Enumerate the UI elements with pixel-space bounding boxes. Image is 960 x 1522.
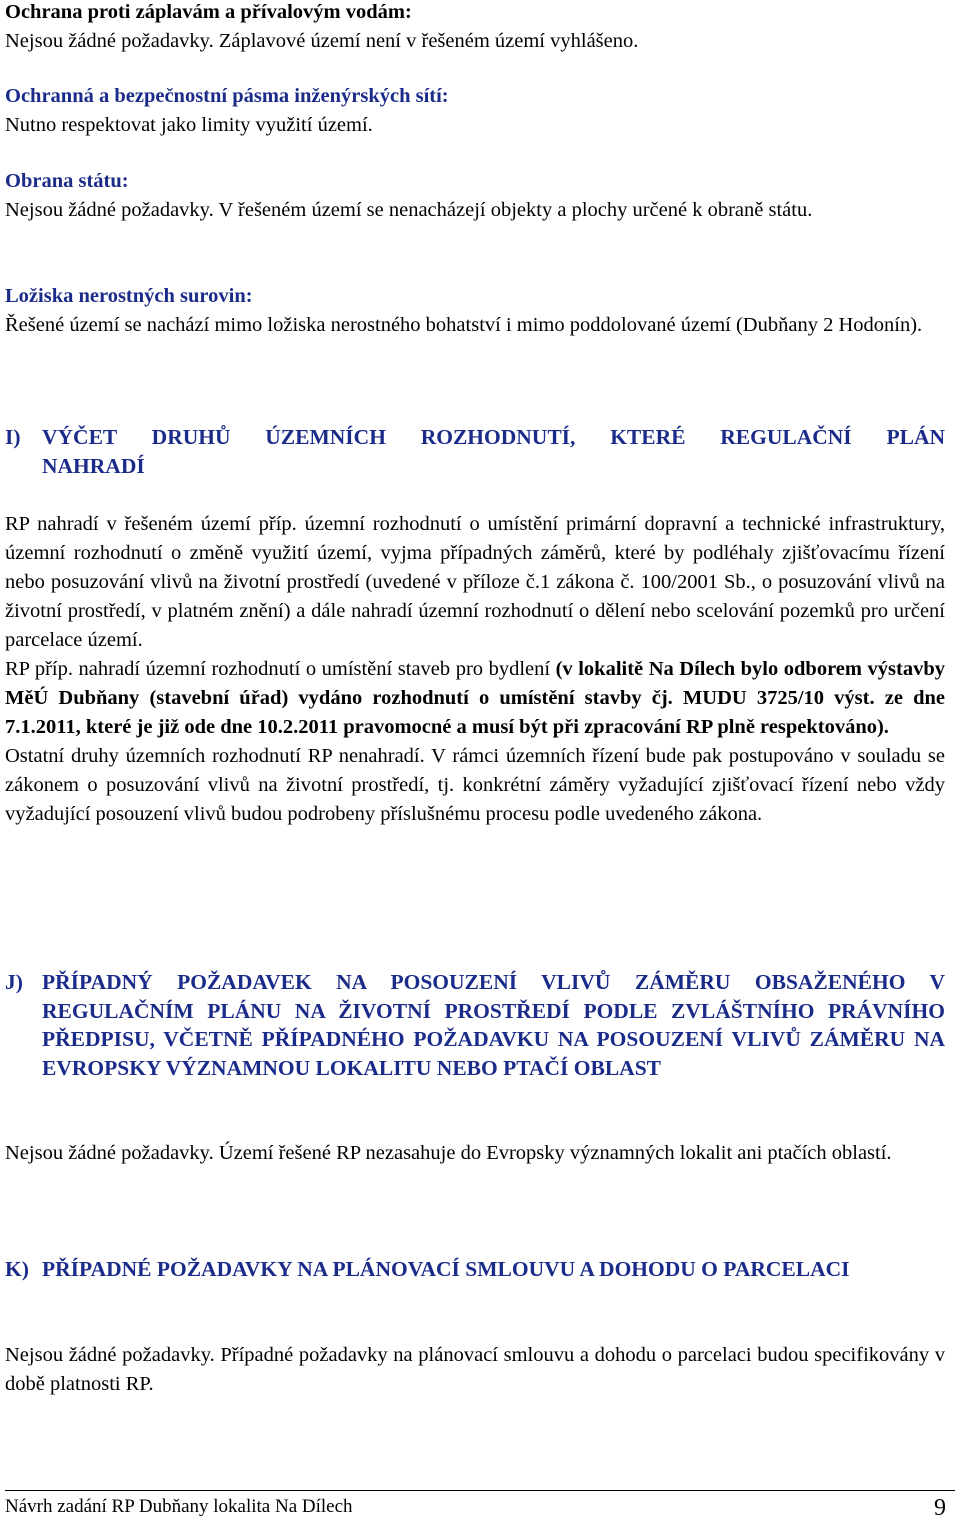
section-title: Ložiska nerostných surovin: xyxy=(5,285,253,307)
section-i-body xyxy=(5,510,945,829)
heading-line-1: VÝČET DRUHŮ ÚZEMNÍCH ROZHODNUTÍ, KTERÉ REGULAČNÍ PLÁN xyxy=(42,425,945,449)
section-text: Nejsou žádné požadavky. V řešeném území se nenacházejí objekty a plochy určené k obraně státu. xyxy=(5,199,813,221)
section-letter: I) xyxy=(5,425,21,449)
section-j-text: Nejsou žádné požadavky. Území řešené RP nezasahuje do Evropsky významných lokalit ani ptačích oblastí. xyxy=(5,1142,892,1164)
section-letter: K) xyxy=(5,1257,29,1281)
section-defense xyxy=(5,167,945,225)
heading-line-2: NAHRADÍ xyxy=(42,453,145,478)
section-minerals xyxy=(5,282,945,340)
section-text: Nejsou žádné požadavky. Záplavové území není v řešeném území vyhlášeno. xyxy=(5,30,639,52)
section-i-heading xyxy=(5,423,945,480)
paragraph-bold: (v lokalitě Na Dílech bylo odborem výstavby MěÚ Dubňany (stavební úřad) vydáno rozhodnutí o umístění stavby čj. MUDU 3725/10 výst. ze dne 7.1.2011, které je již ode dne 10.2.2011 pravomocné a musí být při zpracování RP plně respektováno). xyxy=(5,658,945,738)
heading-text: PŘÍPADNÝ POŽADAVEK NA POSOUZENÍ VLIVŮ ZÁMĚRU OBSAŽENÉHO V REGULAČNÍM PLÁNU NA ŽIVOTNÍ PROSTŘEDÍ PODLE ZVLÁŠTNÍHO PRÁVNÍHO PŘEDPISU, VČETNĚ PŘÍPADNÉHO POŽADAVKU NA POSOUZENÍ VLIVŮ ZÁMĚRU NA EVROPSKY VÝZNAMNOU LOKALITU NEBO PTAČÍ OBLAST xyxy=(42,970,945,1080)
footer-title: Návrh zadání RP Dubňany lokalita Na Dílech xyxy=(5,1496,353,1517)
paragraph-normal: RP příp. nahradí územní rozhodnutí o umístění staveb pro bydlení xyxy=(5,658,551,680)
section-text: Nutno respektovat jako limity využití území. xyxy=(5,114,373,136)
paragraph-with-bold xyxy=(5,655,945,742)
section-title: Ochranná a bezpečnostní pásma inženýrských sítí: xyxy=(5,85,449,107)
page-number: 9 xyxy=(934,1495,946,1521)
section-title: Obrana státu: xyxy=(5,170,129,192)
paragraph: RP nahradí v řešeném území příp. územní rozhodnutí o umístění primární dopravní a technické infrastruktury, územní rozhodnutí o změně využití území, vyjma případných záměrů, které by podléhaly zjišťovacímu řízení nebo posuzování vlivů na životní prostředí (uvedené v příloze č.1 zákona č. 100/2001 Sb., o posuzování vlivů na životní prostředí, v platném znění) a dále nahradí územní rozhodnutí o dělení nebo scelování pozemků pro určení parcelace území. xyxy=(5,513,945,651)
section-j-heading xyxy=(5,968,945,1082)
section-k-heading xyxy=(5,1255,945,1284)
footer-divider xyxy=(5,1490,955,1491)
section-letter: J) xyxy=(5,970,23,994)
heading-text: PŘÍPADNÉ POŽADAVKY NA PLÁNOVACÍ SMLOUVU A DOHODU O PARCELACI xyxy=(42,1257,850,1281)
section-floods xyxy=(5,0,945,56)
section-title: Ochrana proti záplavám a přívalovým vodám: xyxy=(5,1,412,23)
paragraph: Ostatní druhy územních rozhodnutí RP nenahradí. V rámci územních řízení bude pak postupováno v souladu se zákonem o posuzování vlivů na životní prostředí, tj. konkrétní záměry vyžadující zjišťovací řízení nebo vždy vyžadující posouzení vlivů budou podrobeny příslušnému procesu podle uvedeného zákona. xyxy=(5,745,945,825)
section-text: Řešené území se nachází mimo ložiska nerostného bohatství i mimo poddolované území (Dubňany 2 Hodonín). xyxy=(5,314,923,336)
section-k-text: Nejsou žádné požadavky. Případné požadavky na plánovací smlouvu a dohodu o parcelaci budou specifikovány v době platnosti RP. xyxy=(5,1344,945,1395)
section-utilities xyxy=(5,82,945,140)
